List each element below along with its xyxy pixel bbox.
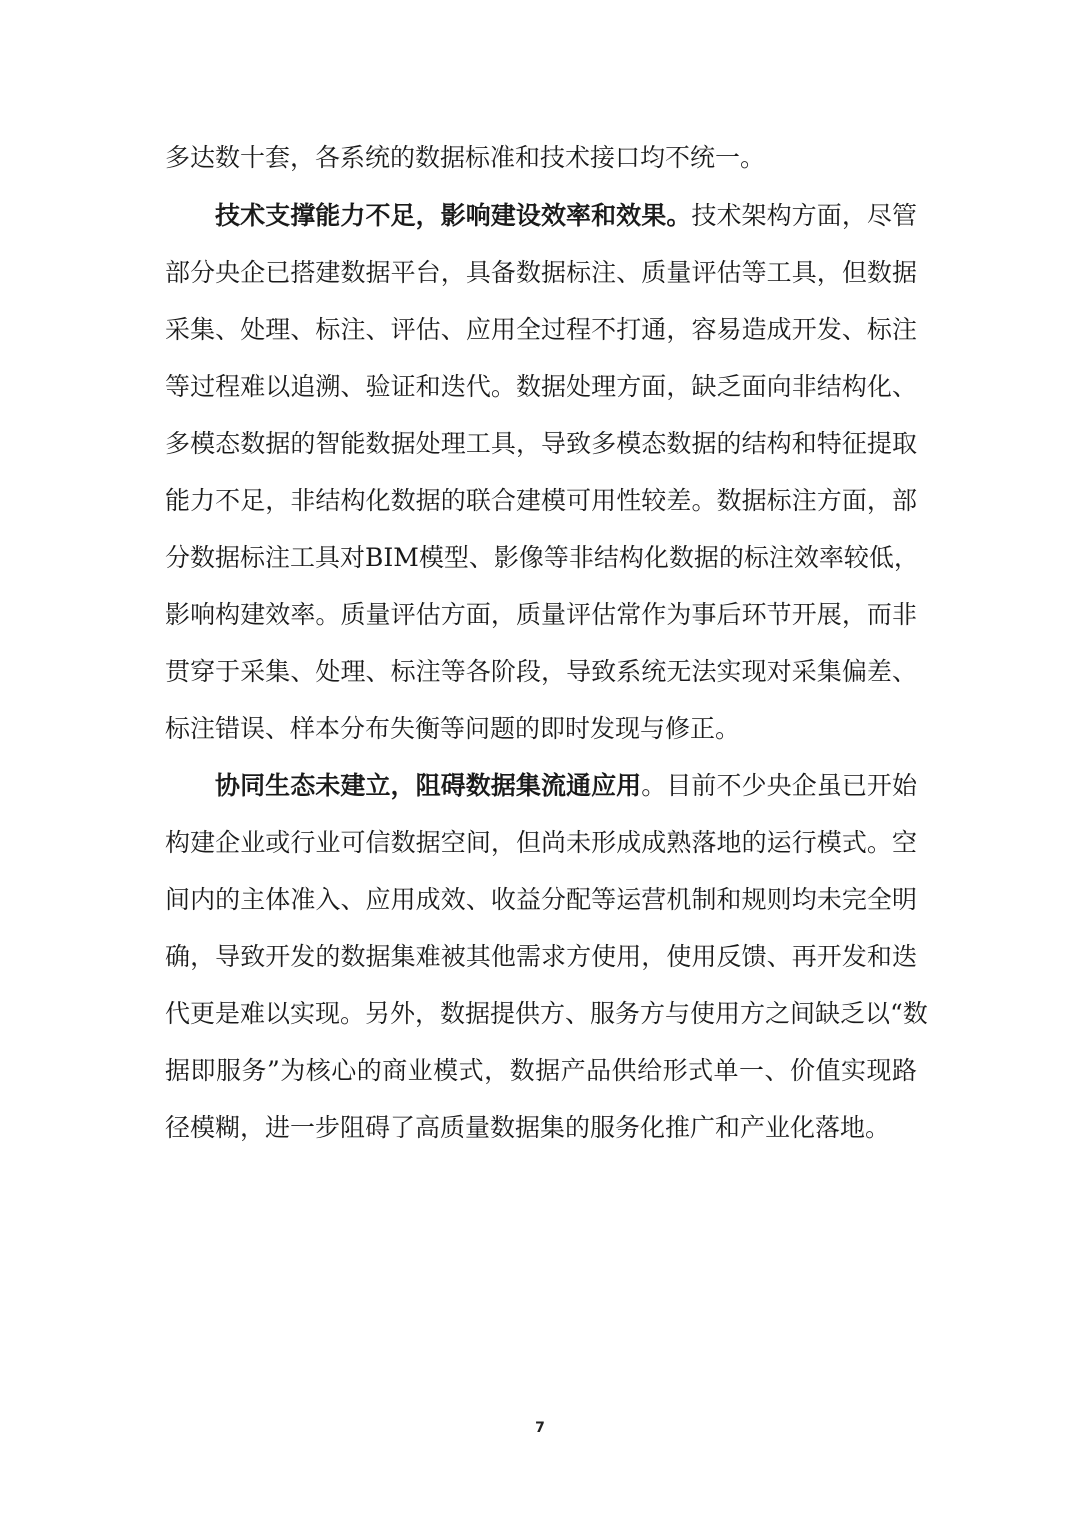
paragraph-line: 贯穿于采集、处理、标注等各阶段，导致系统无法实现对采集偏差、 (165, 657, 917, 686)
paragraph-line: 多模态数据的智能数据处理工具，导致多模态数据的结构和特征提取 (165, 429, 917, 458)
paragraph-line: 径模糊，进一步阻碍了高质量数据集的服务化推广和产业化落地。 (165, 1113, 891, 1142)
paragraph-line: 多达数十套，各系统的数据标准和技术接口均不统一。 (165, 143, 766, 172)
paragraph-line: 能力不足，非结构化数据的联合建模可用性较差。数据标注方面，部 (165, 486, 917, 515)
paragraph-text: 技术架构方面，尽管 (691, 201, 917, 230)
paragraph-line: 等过程难以追溯、验证和迭代。数据处理方面，缺乏面向非结构化、 (165, 372, 917, 401)
page-number: 7 (535, 1420, 545, 1436)
paragraph-line: 采集、处理、标注、评估、应用全过程不打通，容易造成开发、标注 (165, 315, 917, 344)
paragraph-line: 代更是难以实现。另外，数据提供方、服务方与使用方之间缺乏以“数 (165, 999, 928, 1028)
paragraph-line: 分数据标注工具对BIM模型、影像等非结构化数据的标注效率较低， (165, 543, 919, 572)
paragraph-line: 确，导致开发的数据集难被其他需求方使用，使用反馈、再开发和迭 (165, 942, 917, 971)
paragraph-line: 影响构建效率。质量评估方面，质量评估常作为事后环节开展，而非 (165, 600, 917, 629)
paragraph-line: 间内的主体准入、应用成效、收益分配等运营机制和规则均未完全明 (165, 885, 917, 914)
paragraph-line: 部分央企已搭建数据平台，具备数据标注、质量评估等工具，但数据 (165, 258, 917, 287)
paragraph-text: 。目前不少央企虽已开始 (641, 771, 917, 800)
paragraph-line: 标注错误、样本分布失衡等问题的即时发现与修正。 (165, 714, 741, 743)
paragraph-heading: 技术支撑能力不足，影响建设效率和效果。 (215, 201, 692, 230)
paragraph-heading: 协同生态未建立，阻碍数据集流通应用 (215, 771, 642, 800)
paragraph-line: 构建企业或行业可信数据空间，但尚未形成成熟落地的运行模式。空 (165, 828, 917, 857)
paragraph-first-line (215, 200, 917, 232)
paragraph-line: 据即服务”为核心的商业模式，数据产品供给形式单一、价值实现路 (165, 1056, 917, 1085)
paragraph-first-line (215, 770, 917, 802)
